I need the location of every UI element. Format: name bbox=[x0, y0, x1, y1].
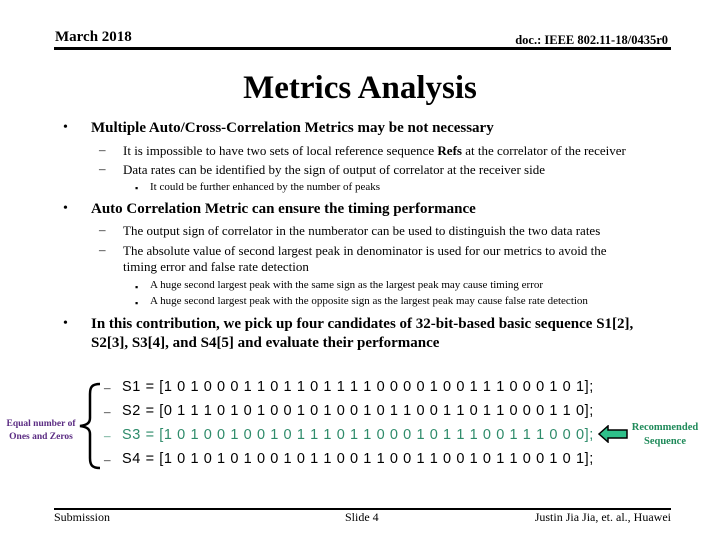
bullet-1-sub-2: Data rates can be identified by the sign of output of correlator at the receiver side bbox=[123, 162, 545, 177]
dash-icon: – bbox=[104, 380, 111, 395]
bullet-2-sub-2-line-2: timing error and false rate detection bbox=[123, 259, 309, 274]
bullet-3-line-2: S2[3], S3[4], and S4[5] and evaluate their performance bbox=[91, 335, 440, 351]
recommended-sequence-label bbox=[625, 421, 705, 449]
footer-submission: Submission bbox=[54, 510, 111, 524]
dash-icon: – bbox=[99, 222, 106, 237]
bullet-1-subsub-1: It could be further enhanced by the number of peaks bbox=[150, 181, 380, 193]
bullet-2-sub-1: The output sign of correlator in the numberator can be used to distinguish the two data rates bbox=[123, 223, 601, 238]
recommended-label-line-2: Sequence bbox=[644, 436, 686, 447]
sequence-s2: S2 = [0 1 1 1 0 1 0 1 0 0 1 0 1 0 0 1 0 1 1 0 0 1 1 0 1 1 0 0 0 1 1 0]; bbox=[122, 403, 594, 419]
header-doc-id: doc.: IEEE 802.11-18/0435r0 bbox=[515, 33, 668, 47]
brace-label-line-1: Equal number of bbox=[6, 419, 76, 429]
recommended-label-line-1: Recommended bbox=[631, 422, 699, 433]
header-date: March 2018 bbox=[55, 29, 132, 45]
dash-icon: – bbox=[104, 452, 111, 467]
refs-term: Refs bbox=[437, 143, 462, 158]
sub-text-pre: It is impossible to have two sets of local reference sequence bbox=[123, 143, 438, 158]
sequence-s3-recommended: S3 = [1 0 1 0 0 1 0 0 1 0 1 1 1 0 1 1 0 0 0 1 0 1 1 1 0 0 1 1 1 0 0 0]; bbox=[122, 427, 594, 443]
bullet-icon: • bbox=[63, 201, 68, 216]
bullet-1-text: Multiple Auto/Cross-Correlation Metrics may be not necessary bbox=[91, 120, 494, 136]
bullet-2-sub-2-line-1: The absolute value of second largest peak in denominator is used for our metrics to avoid the bbox=[123, 243, 607, 258]
equal-ones-zeros-label bbox=[2, 418, 80, 444]
dash-icon: – bbox=[104, 428, 111, 443]
curly-brace-icon bbox=[76, 382, 102, 470]
header-divider bbox=[54, 47, 671, 50]
dash-icon: – bbox=[104, 404, 111, 419]
bullet-3-line-1: In this contribution, we pick up four candidates of 32-bit-based basic sequence S1[2], bbox=[91, 316, 634, 332]
dash-icon: – bbox=[99, 142, 106, 157]
bullet-icon: • bbox=[63, 120, 68, 135]
bullet-2-subsub-2: A huge second largest peak with the opposite sign as the largest peak may cause false rate detection bbox=[150, 295, 588, 307]
brace-label-line-2: Ones and Zeros bbox=[9, 432, 73, 442]
footer-author: Justin Jia Jia, et. al., Huawei bbox=[534, 510, 671, 524]
dash-icon: – bbox=[99, 242, 106, 257]
square-bullet-icon: ▪ bbox=[135, 183, 139, 193]
dash-icon: – bbox=[99, 161, 106, 176]
bullet-icon: • bbox=[63, 316, 68, 331]
sequence-s4: S4 = [1 0 1 0 1 0 1 0 0 1 0 1 1 0 0 1 1 0 0 1 1 0 0 1 0 1 1 0 0 1 0 1]; bbox=[122, 451, 594, 467]
bullet-2-text: Auto Correlation Metric can ensure the timing performance bbox=[91, 201, 476, 217]
sequence-s1: S1 = [1 0 1 0 0 0 1 1 0 1 1 0 1 1 1 1 0 0 0 0 1 0 0 1 1 1 0 0 0 1 0 1]; bbox=[122, 379, 594, 395]
square-bullet-icon: ▪ bbox=[135, 282, 139, 292]
sub-text-post: at the correlator of the receiver bbox=[461, 143, 626, 158]
bullet-2-subsub-1: A huge second largest peak with the same sign as the largest peak may cause timing error bbox=[150, 279, 544, 291]
left-arrow-icon bbox=[598, 425, 628, 443]
slide-title: Metrics Analysis bbox=[243, 70, 477, 106]
bullet-1-sub-1 bbox=[123, 142, 626, 159]
footer-slide-number: Slide 4 bbox=[345, 510, 379, 524]
square-bullet-icon: ▪ bbox=[135, 298, 139, 308]
